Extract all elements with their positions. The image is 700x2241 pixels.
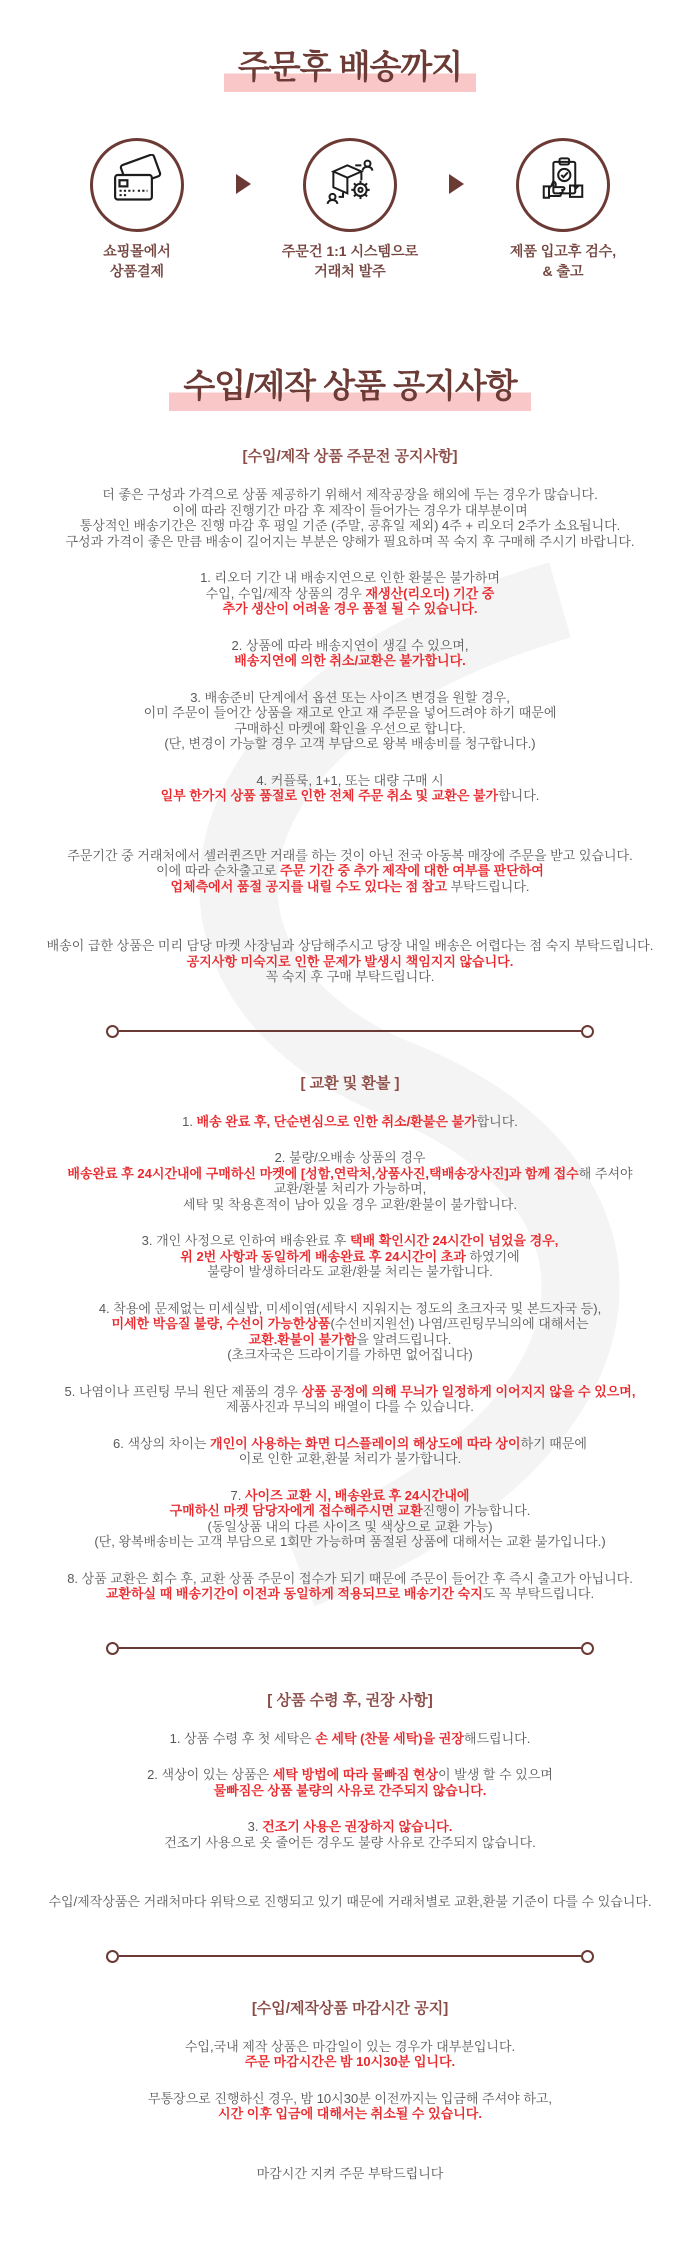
notice-line: 통상적인 배송기간은 진행 마감 후 평일 기준 (주말, 공휴일 제외) 4주 + 리오더 2주가 소요됩니다. bbox=[79, 518, 621, 534]
step-payment bbox=[38, 138, 236, 281]
section-divider bbox=[106, 1025, 594, 1038]
notice-paragraph bbox=[20, 1571, 680, 1602]
notice-paragraph bbox=[20, 1114, 680, 1130]
divider-line bbox=[119, 1955, 581, 1957]
notice-line: 수입, 수입/제작 상품의 경우 재생산(리오더) 기간 중 bbox=[205, 585, 495, 601]
notice-line: 꼭 숙지 후 구매 부탁드립니다. bbox=[265, 969, 435, 985]
notice-line: 교환.환불이 불가함을 알려드립니다. bbox=[248, 1331, 452, 1347]
notice-line: 7. 사이즈 교환 시, 배송완료 후 24시간내에 bbox=[230, 1487, 470, 1503]
notice-line: 물빠짐은 상품 불량의 사유로 간주되지 않습니다. bbox=[213, 1782, 487, 1798]
notice-line: 건조기 사용으로 옷 줄어든 경우도 불량 사유로 간주되지 않습니다. bbox=[164, 1834, 536, 1850]
notice-line: 주문기간 중 거래처에서 셀러퀸즈만 거래를 하는 것이 아닌 전국 아동복 매장에 주문을 받고 있습니다. bbox=[67, 847, 633, 863]
notice-line: 배송완료 후 24시간내에 구매하신 마켓에 [성함,연락처,상품사진,택배송장사진]과 함께 접수해 주셔야 bbox=[67, 1165, 633, 1181]
notice-line: 배송이 급한 상품은 미리 담당 마켓 사장님과 상담해주시고 당장 내일 배송은 어렵다는 점 숙지 부탁드립니다. bbox=[46, 938, 654, 954]
notice-line: 2. 상품에 따라 배송지연이 생길 수 있으며, bbox=[231, 637, 469, 653]
notice-line: 1. 리오더 기간 내 배송지연으로 인한 환불은 불가하며 bbox=[200, 570, 500, 586]
step-payment-label-line2: 상품결제 bbox=[109, 262, 165, 279]
credit-card-icon bbox=[109, 154, 165, 215]
notice-line: 교환하실 때 배송기간이 이전과 동일하게 적용되므로 배송기간 숙지도 꼭 부탁드립니다. bbox=[105, 1586, 595, 1602]
notice-line: 제품사진과 무늬의 배열이 다를 수 있습니다. bbox=[226, 1399, 474, 1415]
notice-line: 이에 따라 진행기간 마감 후 제작이 들어가는 경우가 대부분이며 bbox=[172, 502, 528, 518]
notice-paragraph bbox=[20, 1488, 680, 1550]
notice-paragraph bbox=[20, 2166, 680, 2182]
notice-line: 2. 불량/오배송 상품의 경우 bbox=[274, 1150, 426, 1166]
notice-paragraph bbox=[20, 773, 680, 804]
step-inspection-circle bbox=[516, 138, 610, 232]
notice-line: 무통장으로 진행하신 경우, 밤 10시30분 이전까지는 입금해 주셔야 하고, bbox=[147, 2090, 553, 2106]
step-order-system bbox=[251, 138, 449, 281]
notice-line: 구성과 가격이 좋은 만큼 배송이 길어지는 부분은 양해가 필요하며 꼭 숙지 후 구매해 주시기 바랍니다. bbox=[65, 533, 635, 549]
divider-dot-icon bbox=[106, 1642, 119, 1655]
notice-paragraph bbox=[20, 938, 680, 985]
section-header: [ 교환 및 환불 ] bbox=[300, 1074, 400, 1092]
divider-dot-icon bbox=[581, 1642, 594, 1655]
notice-paragraph bbox=[20, 1436, 680, 1467]
divider-dot-icon bbox=[581, 1025, 594, 1038]
notice-line: 3. 개인 사정으로 인하여 배송완료 후 택배 확인시간 24시간이 넘었을 경우, bbox=[141, 1233, 559, 1249]
divider-line bbox=[119, 1030, 581, 1032]
notice-line: 4. 커플룩, 1+1, 또는 대량 구매 시 bbox=[256, 772, 444, 788]
section-header: [수입/제작 상품 주문전 공지사항] bbox=[242, 448, 458, 466]
notice-line: 8. 상품 교환은 회수 후, 교환 상품 주문이 접수가 되기 때문에 주문이 들어간 후 즉시 출고가 아닙니다. bbox=[67, 1570, 633, 1586]
notice-line: 3. 배송준비 단계에서 옵션 또는 사이즈 변경을 원할 경우, bbox=[190, 689, 510, 705]
arrow-right-icon bbox=[449, 174, 464, 194]
order-system-icon bbox=[322, 154, 378, 215]
notice-line: 업체측에서 품절 공지를 내릴 수도 있다는 점 참고 부탁드립니다. bbox=[170, 878, 530, 894]
notice-line: 일부 한가지 상품 품절로 인한 전체 주문 취소 및 교환은 불가합니다. bbox=[160, 788, 540, 804]
notice-line: 이에 따라 순차출고로 주문 기간 중 추가 제작에 대한 여부를 판단하여 bbox=[156, 863, 544, 879]
notice-line: 마감시간 지켜 주문 부탁드립니다 bbox=[256, 2165, 444, 2181]
notice-title-wrap bbox=[20, 367, 680, 411]
notice-title: 수입/제작 상품 공지사항 bbox=[169, 367, 530, 411]
notice-paragraph bbox=[20, 570, 680, 617]
notice-line: 수입/제작상품은 거래처마다 위탁으로 진행되고 있기 때문에 거래처별로 교환,환불 기준이 다를 수 있습니다. bbox=[48, 1894, 652, 1910]
notice-line: 불량이 발생하더라도 교환/환불 처리는 불가합니다. bbox=[207, 1264, 493, 1280]
notice-paragraph bbox=[20, 2091, 680, 2122]
notice-line: 이미 주문이 들어간 상품을 재고로 안고 재 주문을 넣어드려야 하기 때문에 bbox=[143, 705, 557, 721]
notice-paragraph bbox=[20, 690, 680, 752]
notice-paragraph bbox=[20, 1767, 680, 1798]
step-inspection bbox=[464, 138, 662, 281]
step-order-system-circle bbox=[303, 138, 397, 232]
section-header: [ 상품 수령 후, 권장 사항] bbox=[267, 1691, 433, 1709]
notice-line: 배송지연에 의한 취소/교환은 불가합니다. bbox=[234, 653, 466, 669]
notice-paragraph bbox=[20, 1819, 680, 1850]
section-header: [수입/제작상품 마감시간 공지] bbox=[251, 1999, 449, 2017]
notice-line: 위 2번 사항과 동일하게 배송완료 후 24시간이 초과 하였기에 bbox=[180, 1248, 520, 1264]
notice-paragraph bbox=[20, 487, 680, 549]
notice-paragraph bbox=[20, 1731, 680, 1747]
notice-line: 1. 상품 수령 후 첫 세탁은 손 세탁 (찬물 세탁)을 권장해드립니다. bbox=[169, 1730, 531, 1746]
divider-line bbox=[119, 1647, 581, 1649]
step-order-system-label-line2: 거래처 발주 bbox=[314, 262, 386, 279]
notice-line: 수입,국내 제작 상품은 마감일이 있는 경우가 대부분입니다. bbox=[184, 2038, 516, 2054]
notice-blocks bbox=[20, 445, 680, 2181]
section-divider bbox=[106, 1950, 594, 1963]
notice-paragraph bbox=[20, 638, 680, 669]
divider-dot-icon bbox=[581, 1950, 594, 1963]
notice-line: 5. 나염이나 프린팅 무늬 원단 제품의 경우 상품 공정에 의해 무늬가 일정하게 이어지지 않을 수 있으며, bbox=[64, 1383, 636, 1399]
notice-paragraph bbox=[20, 1301, 680, 1363]
section-divider bbox=[106, 1642, 594, 1655]
inspection-icon bbox=[535, 154, 591, 215]
notice-line: 세탁 및 착용흔적이 남아 있을 경우 교환/환불이 불가합니다. bbox=[183, 1196, 517, 1212]
notice-line: 시간 이후 입금에 대해서는 취소될 수 있습니다. bbox=[218, 2106, 482, 2122]
notice-line: 1. 배송 완료 후, 단순변심으로 인한 취소/환불은 불가합니다. bbox=[182, 1113, 518, 1129]
notice-line: 구매하신 마켓에 확인을 우선으로 합니다. bbox=[234, 720, 466, 736]
notice-line: 추가 생산이 어려울 경우 품절 될 수 있습니다. bbox=[222, 601, 478, 617]
notice-line: 6. 색상의 차이는 개인이 사용하는 화면 디스플레이의 해상도에 따라 상이하기 때문에 bbox=[113, 1435, 587, 1451]
divider-dot-icon bbox=[106, 1950, 119, 1963]
notice-line: 주문 마감시간은 밤 10시30분 입니다. bbox=[244, 2054, 456, 2070]
notice-line: 4. 착용에 문제없는 미세실밥, 미세이염(세탁시 지워지는 정도의 초크자국 및 본드자국 등), bbox=[98, 1300, 602, 1316]
step-order-system-label-line1: 주문건 1:1 시스템으로 bbox=[281, 242, 419, 259]
notice-line: (동일상품 내의 다른 사이즈 및 색상으로 교환 가능) bbox=[207, 1518, 493, 1534]
notice-line: 3. 건조기 사용은 권장하지 않습니다. bbox=[247, 1819, 453, 1835]
divider-dot-icon bbox=[106, 1025, 119, 1038]
notice-line: 이로 인한 교환,환불 처리가 불가합니다. bbox=[238, 1451, 462, 1467]
notice-line: 구매하신 마켓 담당자에게 접수해주시면 교환진행이 가능합니다. bbox=[169, 1503, 531, 1519]
step-inspection-label-line2: & 출고 bbox=[542, 262, 584, 279]
notice-line: 더 좋은 구성과 가격으로 상품 제공하기 위해서 제작공장을 해외에 두는 경우가 많습니다. bbox=[102, 487, 598, 503]
notice-line: (초크자국은 드라이기를 가하면 없어집니다) bbox=[227, 1347, 473, 1363]
arrow-right-icon bbox=[236, 174, 251, 194]
notice-paragraph bbox=[20, 848, 680, 895]
step-inspection-label bbox=[464, 242, 662, 281]
notice-paragraph bbox=[20, 2039, 680, 2070]
notice-line: 2. 색상이 있는 상품은 세탁 방법에 따라 물빠짐 현상이 발생 할 수 있으며 bbox=[147, 1767, 553, 1783]
notice-line: (단, 왕복배송비는 고객 부담으로 1회만 가능하며 품절된 상품에 대해서는 교환 불가입니다.) bbox=[94, 1534, 606, 1550]
notice-line: 교환/환불 처리가 가능하며, bbox=[273, 1181, 427, 1197]
notice-paragraph bbox=[20, 1233, 680, 1280]
notice-paragraph bbox=[20, 1384, 680, 1415]
flow-title: 주문후 배송까지 bbox=[224, 48, 476, 92]
notice-paragraph bbox=[20, 1894, 680, 1910]
step-payment-circle bbox=[90, 138, 184, 232]
step-inspection-label-line1: 제품 입고후 검수, bbox=[509, 242, 617, 259]
step-payment-label-line1: 쇼핑몰에서 bbox=[103, 242, 171, 259]
step-payment-label bbox=[38, 242, 236, 281]
notice-line: 공지사항 미숙지로 인한 문제가 발생시 책임지지 않습니다. bbox=[186, 953, 514, 969]
notice-line: 미세한 박음질 불량, 수선이 가능한상품(수선비지원선) 나염/프린팅무늬의에 대해서는 bbox=[111, 1316, 589, 1332]
step-order-system-label bbox=[251, 242, 449, 281]
notice-paragraph bbox=[20, 1150, 680, 1212]
flow-title-wrap bbox=[20, 48, 680, 92]
order-process-steps bbox=[20, 138, 680, 281]
notice-line: (단, 변경이 가능할 경우 고객 부담으로 왕복 배송비를 청구합니다.) bbox=[164, 736, 536, 752]
